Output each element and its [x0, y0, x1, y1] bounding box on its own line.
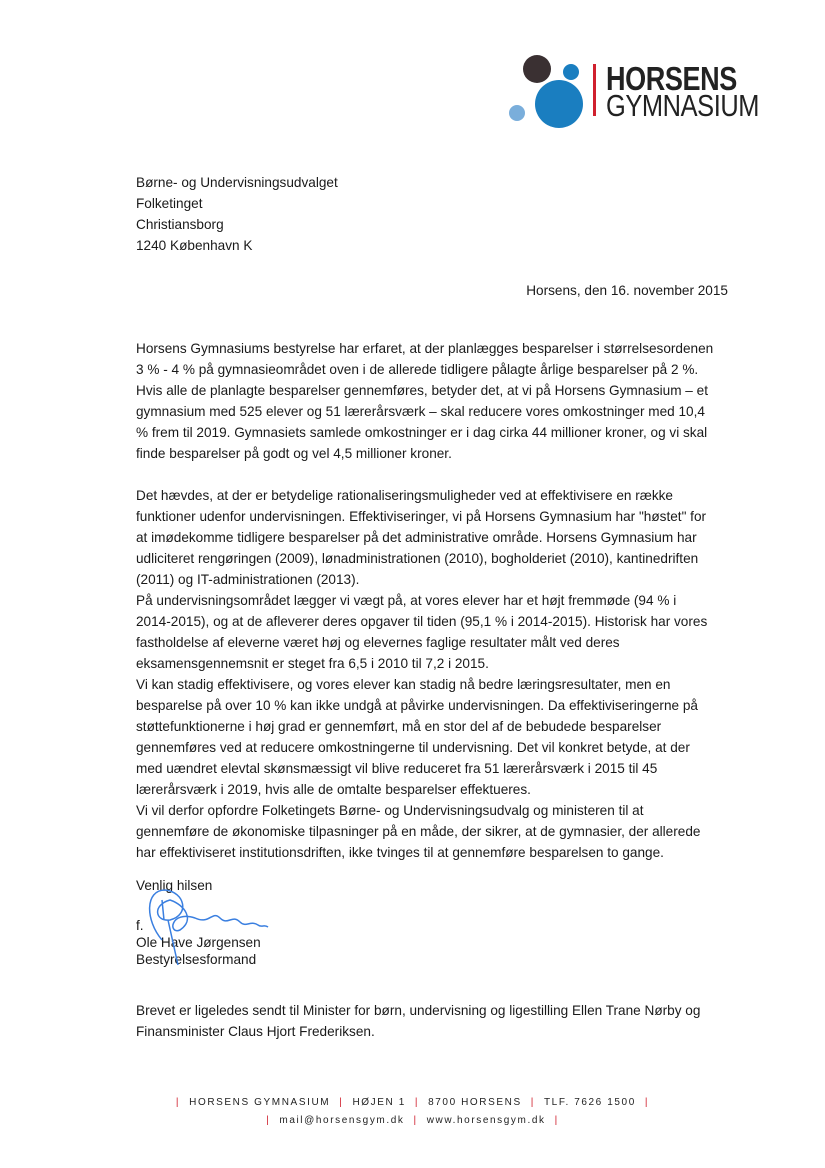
cc-line: Brevet er ligeledes sendt til Minister for børn, undervisning og ligestilling Ellen Trane Nørby og: [136, 1003, 701, 1018]
paragraph-line: Vi vil derfor opfordre Folketingets Børne- og Undervisningsudvalg og ministeren til at: [136, 803, 644, 818]
logo-text-gymnasium: GYMNASIUM: [606, 88, 760, 123]
footer-org: HORSENS GYMNASIUM: [189, 1097, 331, 1108]
signer-title: Bestyrelsesformand: [136, 952, 257, 967]
closing-prefix: f.: [136, 918, 144, 933]
footer-street: HØJEN 1: [352, 1097, 406, 1108]
logo-dot-dark: [523, 55, 551, 83]
recipient-line: Christiansborg: [136, 217, 224, 232]
paragraph-line: Vi kan stadig effektivisere, og vores elever kan stadig nå bedre læringsresultater, men en: [136, 677, 671, 692]
recipient-address: [136, 172, 338, 256]
footer-phone: TLF. 7626 1500: [543, 1097, 636, 1108]
footer-line-2: | mail@horsensgym.dk | www.horsensgym.dk |: [266, 1115, 559, 1126]
paragraph-line: med uændret elevtal skønsmæssigt vil blive reduceret fra 51 lærerårsværk i 2015 til 45: [136, 761, 658, 776]
paragraph-line: Det hævdes, at der er betydelige rationaliseringsmuligheder ved at effektivisere en række: [136, 488, 673, 503]
paragraph-line: På undervisningsområdet lægger vi vægt på, at vores elever har et højt fremmøde (94 % i: [136, 593, 677, 608]
paragraph-line: gennemføre de økonomiske tilpasninger på en måde, der sikrer, at de gymnasier, der allerede: [136, 824, 701, 839]
body-paragraph: [136, 800, 700, 863]
body-paragraph: [136, 590, 707, 674]
paragraph-line: lærerårsværk i 2019, hvis alle de omtalte besparelser effektueres.: [136, 782, 531, 797]
body-paragraph: [136, 338, 713, 464]
paragraph-line: 3 % - 4 % på gymnasieområdet oven i de allerede tidligere pålagte årlige besparelser på 2 %.: [136, 362, 699, 377]
paragraph-line: % frem til 2019. Gymnasiets samlede omkostninger er i dag cirka 44 millioner kroner, og vi skal: [136, 425, 708, 440]
signer-name: Ole Have Jørgensen: [136, 935, 261, 950]
cc-note: [136, 1000, 700, 1042]
paragraph-line: gennemføres ved at reducere omkostningerne til undervisning. Det vil konkret betyde, at der: [136, 740, 690, 755]
logo-dot-light-blue: [509, 105, 525, 121]
handwritten-signature: [140, 880, 280, 970]
paragraph-line: funktioner udenfor undervisningen. Effektiviseringer, vi på Horsens Gymnasium har "høstet" for: [136, 509, 707, 524]
paragraph-line: (2011) og IT-administrationen (2013).: [136, 572, 360, 587]
paragraph-line: finde besparelser på godt og vel 4,5 millioner kroner.: [136, 446, 452, 461]
paragraph-line: 2014-2015), og at de afleverer deres opgaver til tiden (95,1 % i 2014-2015). Historisk har vores: [136, 614, 708, 629]
paragraph-line: fastholdelse af eleverne været høj og elevernes faglige resultater målt ved deres: [136, 635, 620, 650]
recipient-line: Folketinget: [136, 196, 203, 211]
paragraph-line: har effektiviseret institutionsdriften, ikke tvinges til at gennemføre besparelsen to gange.: [136, 845, 664, 860]
logo-divider: [593, 64, 596, 116]
paragraph-line: gymnasium med 525 elever og 51 lærerårsværk – skal reducere vores omkostninger med 10,4: [136, 404, 705, 419]
closing-greeting: Venlig hilsen: [136, 878, 213, 893]
recipient-line: 1240 København K: [136, 238, 253, 253]
paragraph-line: Horsens Gymnasiums bestyrelse har erfaret, at der planlægges besparelser i størrelsesordenen: [136, 341, 714, 356]
footer-line-1: | HORSENS GYMNASIUM | HØJEN 1 | 8700 HORSENS | TLF. 7626 1500 |: [175, 1097, 650, 1108]
footer-email[interactable]: mail@horsensgym.dk: [279, 1115, 405, 1126]
recipient-line: Børne- og Undervisningsudvalget: [136, 175, 338, 190]
paragraph-line: støttefunktionerne i høj grad er gennemført, må en stor del af de bebudede besparelser: [136, 719, 662, 734]
body-paragraph: [136, 485, 706, 590]
paragraph-line: eksamensgennemsnit er steget fra 6,5 i 2010 til 7,2 i 2015.: [136, 656, 489, 671]
body-paragraph: [136, 674, 698, 800]
paragraph-line: at imødekomme tidligere besparelser på det administrative område. Horsens Gymnasium har: [136, 530, 697, 545]
cc-line: Finansminister Claus Hjort Frederiksen.: [136, 1024, 375, 1039]
logo-dot-large-blue: [535, 80, 583, 128]
letter-date: Horsens, den 16. november 2015: [526, 283, 728, 298]
logo-dot-small-blue: [563, 64, 579, 80]
footer-website[interactable]: www.horsensgym.dk: [426, 1115, 546, 1126]
paragraph-line: udliciteret rengøringen (2009), lønadministrationen (2010), bogholderiet (2010), kantinedriften: [136, 551, 699, 566]
paragraph-line: Hvis alle de planlagte besparelser gennemføres, betyder det, at vi på Horsens Gymnasium – et: [136, 383, 708, 398]
paragraph-line: besparelse på over 10 % kan ikke undgå at påvirke undervisningen. Da effektiviseringerne på: [136, 698, 698, 713]
footer-city: 8700 HORSENS: [428, 1097, 522, 1108]
logo-text-horsens: HORSENS: [606, 60, 737, 97]
